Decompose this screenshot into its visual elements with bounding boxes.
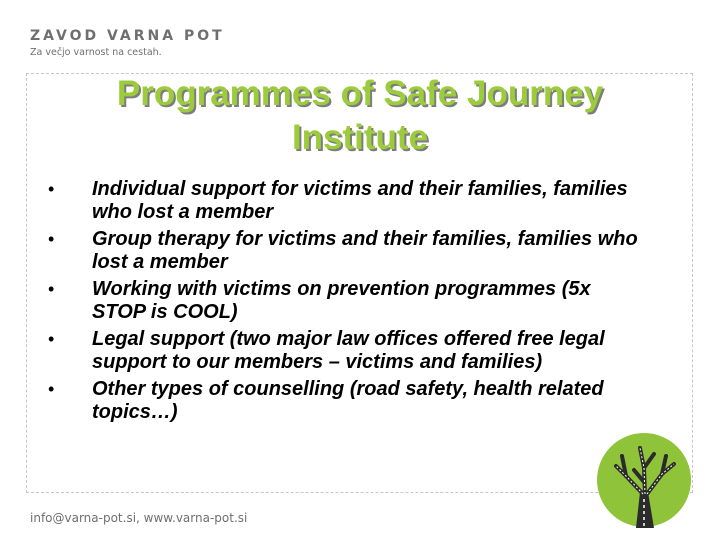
list-item [48,228,648,274]
bullet-marker: • [48,329,55,349]
bullet-marker: • [48,229,55,249]
bullet-marker: • [48,279,55,299]
bullet-text: Group therapy for victims and their families, families who lost a member [92,228,638,273]
list-item [48,178,648,224]
bullet-text: Working with victims on prevention programmes (5x STOP is COOL) [92,278,591,323]
bullet-text: Other types of counselling (road safety, health related topics…) [92,378,604,423]
logo-tagline: Za večjo varnost na cestah. [30,47,162,58]
bullet-list [48,178,648,424]
list-item [48,378,648,424]
logo [30,28,225,58]
bullet-text: Legal support (two major law offices offered free legal support to our members – victims and families) [92,328,605,373]
footer-contact: info@varna-pot.si, www.varna-pot.si [30,511,248,525]
bullet-marker: • [48,179,55,199]
bullet-text: Individual support for victims and their families, families who lost a member [92,178,628,223]
list-item [48,278,648,324]
slide-title: Programmes of Safe Journey Institute [116,74,604,157]
logo-title: ZAVOD VARNA POT [30,28,225,44]
bullet-marker: • [48,379,55,399]
list-item [48,328,648,374]
tree-road-icon [596,432,692,533]
